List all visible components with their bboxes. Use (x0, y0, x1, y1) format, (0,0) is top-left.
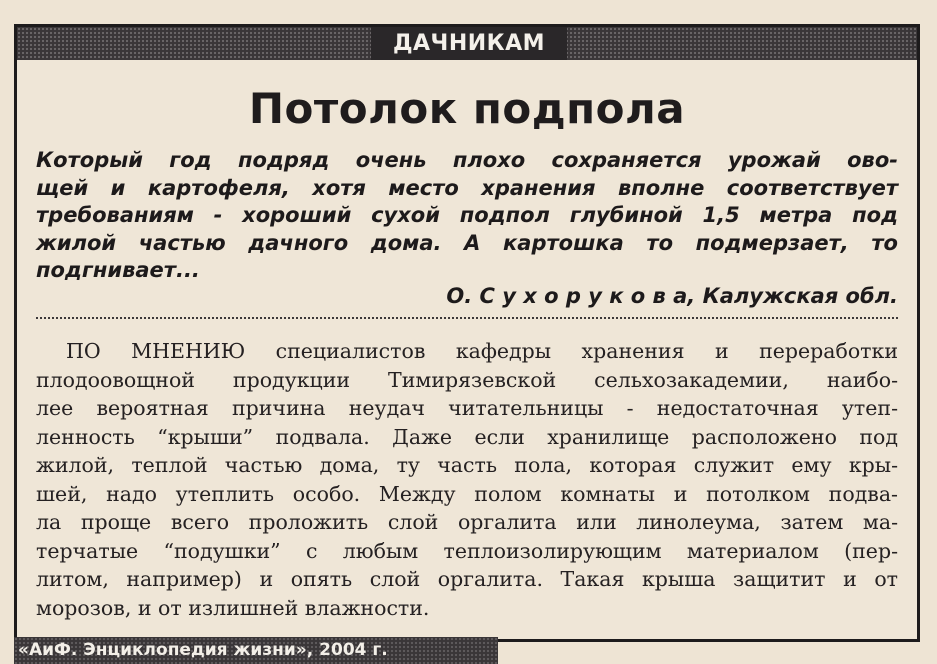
answer-line: терчатые “подушки” с любым теплоизолирующим материалом (пер- (36, 538, 898, 563)
lead-line: Который год подряд очень плохо сохраняется урожай ово- (36, 148, 898, 172)
question-author: О. С у х о р у к о в а, Калужская обл. (446, 284, 898, 308)
answer-line: литом, например) и опять слой оргалита. Такая крыша защитит и от (36, 567, 898, 591)
reader-question (36, 147, 898, 285)
answer-line: шей, надо утеплить особо. Между полом комнаты и потолком подва- (36, 481, 898, 506)
section-label: ДАЧНИКАМ (371, 27, 567, 60)
answer-line: жилой, теплой частью дома, ту часть пола, которая служит ему кры- (36, 453, 898, 477)
answer-line: ленность “крыши” подвала. Даже если хранилище расположено под (36, 424, 898, 449)
answer-line: морозов, и от излишней влажности. (36, 595, 430, 620)
answer-line: лее вероятная причина неудач читательницы - недостаточная утеп- (36, 396, 898, 420)
lead-line: щей и картофеля, хотя место хранения вполне соответствует (36, 175, 898, 200)
lead-line: подгнивает... (36, 258, 200, 282)
answer-line: ла проще всего проложить слой оргалита или линолеума, затем ма- (36, 510, 898, 534)
source-credit: «АиФ. Энциклопедия жизни», 2004 г. (18, 640, 388, 660)
lead-line: требованиям - хороший сухой подпол глубиной 1,5 метра под (36, 203, 898, 227)
lead-line: жилой частью дачного дома. А картошка то подмерзает, то (36, 230, 898, 255)
dotted-divider (36, 317, 898, 319)
answer-line: плодоовощной продукции Тимирязевской сельхозакадемии, наибо- (36, 367, 898, 392)
answer-line: ПО МНЕНИЮ специалистов кафедры хранения и переработки (66, 339, 898, 363)
article-title: Потолок подпола (248, 84, 686, 133)
expert-answer (36, 337, 898, 622)
